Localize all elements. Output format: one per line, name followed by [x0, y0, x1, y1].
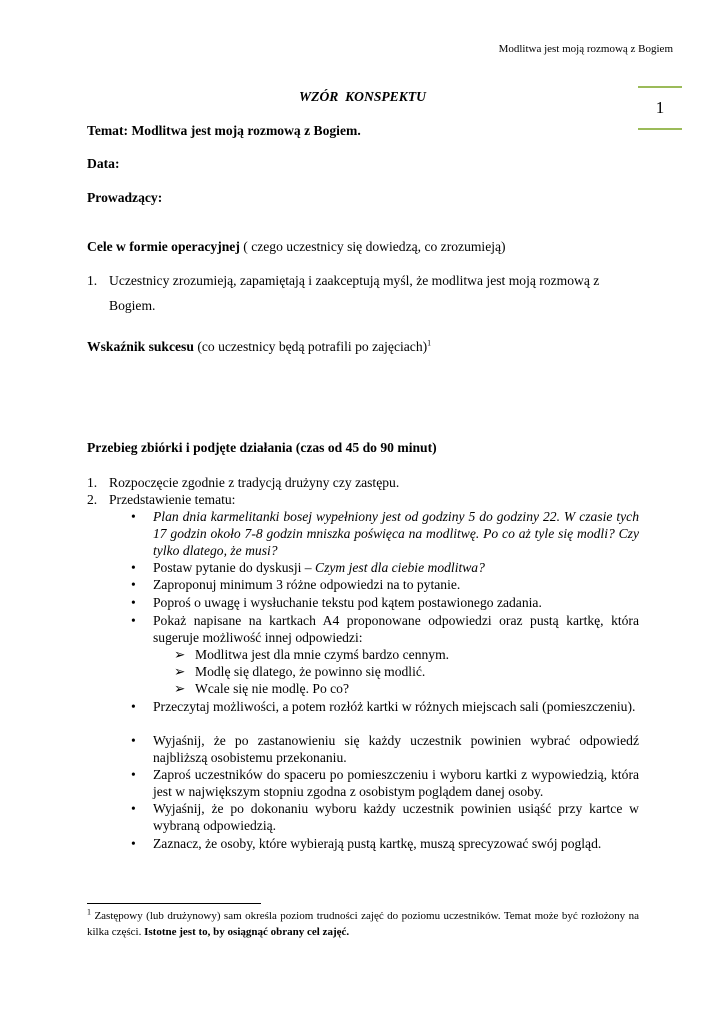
footnote-number: 1	[87, 907, 91, 917]
running-header: Modlitwa jest moją rozmową z Bogiem	[498, 43, 673, 55]
goal-text-line-1: Uczestnicy zrozumieją, zapamiętają i zaakceptują myśl, że modlitwa jest moją rozmową z	[109, 273, 600, 288]
bullet-icon: •	[131, 836, 136, 851]
course-heading: Przebieg zbiórki i podjęte działania (czas od 45 do 90 minut)	[87, 440, 437, 455]
success-note: (co uczestnicy będą potrafili po zajęciach)	[197, 339, 428, 354]
footnote-separator	[87, 903, 261, 904]
answer-text: Modlitwa jest dla mnie czymś bardzo cennym.	[195, 647, 450, 662]
bullet-text: Zaznacz, że osoby, które wybierają pustą kartkę, muszą sprecyzować swój pogląd.	[153, 836, 602, 851]
bullet-icon: •	[131, 613, 136, 628]
step-number: 1.	[87, 475, 98, 490]
goal-text-line-2: Bogiem.	[109, 298, 156, 313]
bullet-text: Wyjaśnij, że po zastanowieniu się każdy uczestnik powinien wybrać odpowiedź najbliższą osobistemu przekonaniu.	[153, 733, 639, 765]
answer-text: Modlę się dlatego, że powinno się modlić.	[195, 664, 426, 679]
topic-line	[87, 122, 361, 139]
bullet-text: Postaw pytanie do dyskusji – Czym jest dla ciebie modlitwa?	[153, 560, 485, 575]
step-text: Rozpoczęcie zgodnie z tradycją drużyny czy zastępu.	[109, 475, 400, 490]
footnote-text: Zastępowy (lub drużynowy) sam określa poziom trudności zajęć do poziomu uczestników. Temat może być rozłożony na kilka części.	[87, 910, 639, 938]
bullet-icon: •	[131, 560, 136, 575]
goals-label: Cele w formie operacyjnej	[87, 239, 240, 254]
bullet-icon: •	[131, 577, 136, 592]
page-number-rule-bottom	[638, 128, 682, 130]
bullet-icon: •	[131, 801, 136, 816]
bullet-text: Pokaż napisane na kartkach A4 proponowane odpowiedzi oraz pustą kartkę, która sugeruje możliwość innej odpowiedzi:	[153, 613, 639, 645]
bullet-text: Zaproś uczestników do spaceru po pomieszczeniu i wyboru kartki z wypowiedzią, która jest w największym stopniu zgodna z osobistym poglądem danej osoby.	[153, 767, 639, 799]
bullet-icon: •	[131, 509, 136, 524]
topic-value: Modlitwa jest moją rozmową z Bogiem.	[131, 123, 361, 138]
bullet-text: Wyjaśnij, że po dokonaniu wyboru każdy uczestnik powinien usiąść przy kartce w wybraną odpowiedzią.	[153, 801, 639, 833]
bullet-text: Zaproponuj minimum 3 różne odpowiedzi na to pytanie.	[153, 577, 461, 592]
document-title: WZÓR KONSPEKTU	[299, 89, 426, 104]
bullet-icon: •	[131, 767, 136, 782]
success-label: Wskaźnik sukcesu	[87, 339, 194, 354]
page-number: 1	[655, 98, 665, 117]
date-line	[87, 155, 119, 172]
success-line	[87, 338, 431, 355]
bullet-icon: •	[131, 733, 136, 748]
leader-label: Prowadzący:	[87, 190, 163, 205]
step-number: 2.	[87, 492, 98, 507]
footnote	[87, 908, 639, 940]
date-label: Data:	[87, 156, 120, 171]
answer-text: Wcale się nie modlę. Po co?	[195, 681, 350, 696]
arrow-icon: ➢	[174, 647, 186, 662]
bullet-text: Plan dnia karmelitanki bosej wypełniony jest od godziny 5 do godziny 22. W czasie tych 17 godzin około 7-8 godzin mniszka poświęca na modlitwę. Po co aż tyle się modli? Czy tylko dlatego, że musi?	[153, 509, 639, 558]
footnote-bold-text: Istotne jest to, by osiągnąć obrany cel zajęć.	[144, 926, 350, 938]
bullet-text: Przeczytaj możliwości, a potem rozłóż kartki w różnych miejscach sali (pomieszczeniu).	[153, 699, 636, 714]
bullet-icon: •	[131, 595, 136, 610]
topic-label: Temat:	[87, 123, 129, 138]
goals-line	[87, 238, 506, 255]
arrow-icon: ➢	[174, 664, 186, 679]
arrow-icon: ➢	[174, 681, 186, 696]
goal-number: 1.	[87, 273, 98, 288]
goals-note: ( czego uczestnicy się dowiedzą, co zrozumieją)	[243, 239, 506, 254]
leader-line	[87, 189, 162, 206]
bullet-text: Poproś o uwagę i wysłuchanie tekstu pod kątem postawionego zadania.	[153, 595, 542, 610]
footnote-reference: 1	[427, 338, 432, 348]
step-text: Przedstawienie tematu:	[109, 492, 236, 507]
bullet-icon: •	[131, 699, 136, 714]
